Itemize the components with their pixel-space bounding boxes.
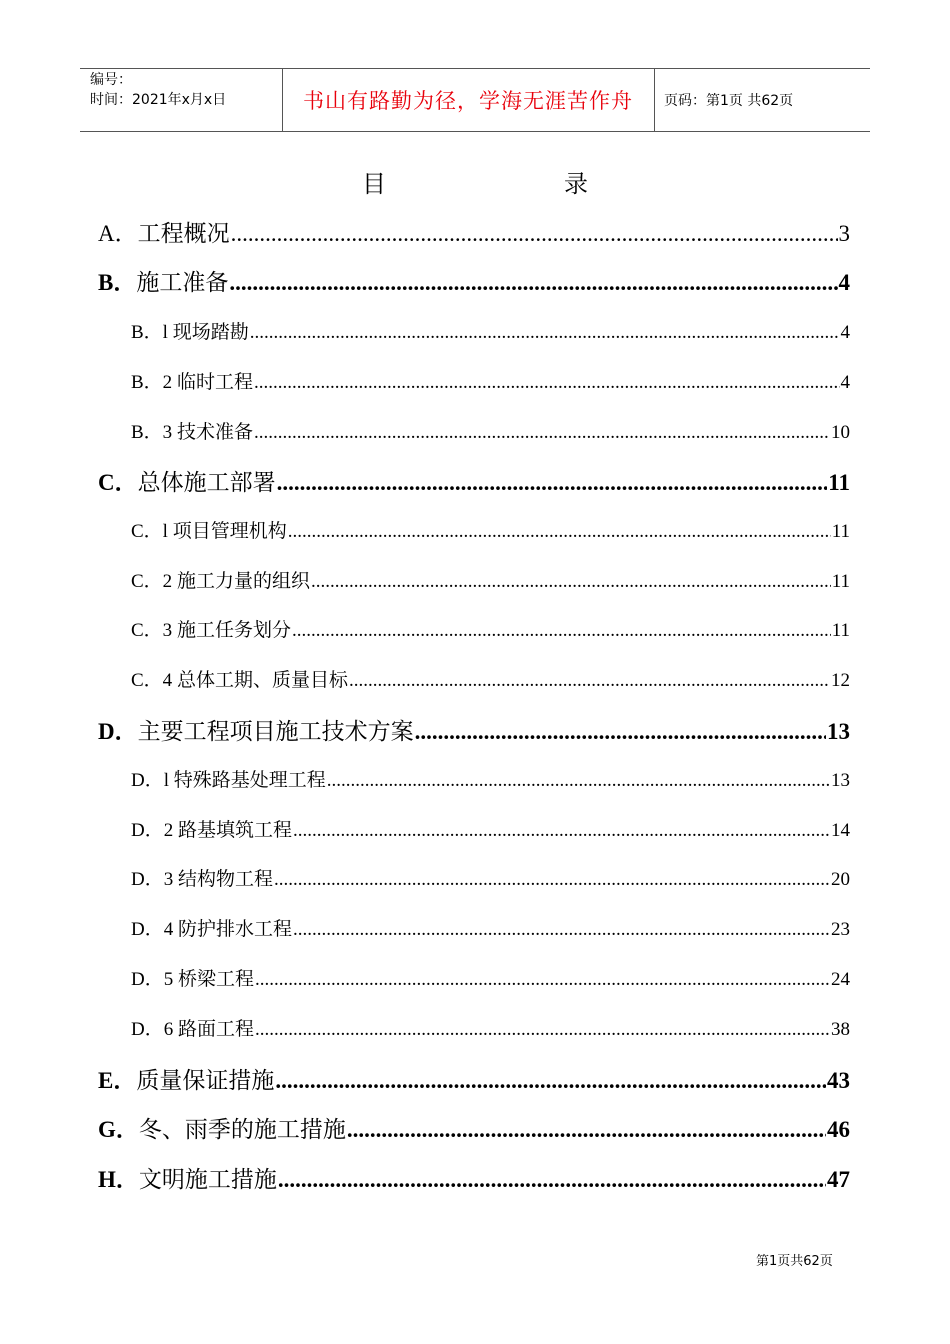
toc-label xyxy=(131,516,287,543)
toc-page-number: 13 xyxy=(831,770,850,791)
toc-text: 技术准备 xyxy=(176,421,253,443)
toc-letter: D．6 xyxy=(131,1019,178,1040)
header-meta-cell xyxy=(80,69,283,131)
toc-leader xyxy=(327,770,830,792)
toc-title-left-char: 目 xyxy=(362,170,386,198)
toc-letter: C．3 xyxy=(131,620,177,641)
toc-letter: D．l xyxy=(131,770,174,791)
toc-page-number: 23 xyxy=(831,919,850,940)
toc-letter: D． xyxy=(98,719,138,744)
toc-letter: H． xyxy=(98,1167,139,1192)
toc-text: 文明施工措施 xyxy=(138,1167,277,1193)
toc-label xyxy=(131,665,348,692)
toc-page-number: 14 xyxy=(831,820,850,841)
toc-leader xyxy=(347,1117,826,1143)
toc-letter: C． xyxy=(98,470,138,495)
toc-letter: G． xyxy=(98,1117,139,1142)
toc-label xyxy=(98,464,276,497)
toc-leader xyxy=(275,1068,826,1094)
toc-letter: C．2 xyxy=(131,571,177,592)
toc-entry-c1[interactable] xyxy=(131,516,850,543)
toc-page-number: 13 xyxy=(827,719,850,744)
toc-leader xyxy=(254,422,830,444)
toc-text: 总体工期、质量目标 xyxy=(176,669,348,691)
toc-title xyxy=(0,164,950,198)
toc-page-number: 20 xyxy=(831,869,850,890)
toc-page-number: 38 xyxy=(831,1019,850,1040)
toc-page-number: 4 xyxy=(840,372,850,393)
toc-page-number: 3 xyxy=(838,221,850,246)
toc-letter: D．4 xyxy=(131,919,178,940)
toc-leader xyxy=(254,372,840,394)
toc-label xyxy=(131,615,291,642)
toc-entry-d4[interactable] xyxy=(131,914,850,941)
toc-label xyxy=(98,1111,346,1144)
header-motto: 书山有路勤为径，学海无涯苦作舟 xyxy=(282,69,655,131)
toc-letter: B．2 xyxy=(131,372,177,393)
toc-label xyxy=(131,317,249,344)
toc-entry-e[interactable] xyxy=(98,1062,850,1095)
toc-leader xyxy=(277,470,828,496)
toc-entry-h[interactable] xyxy=(98,1161,850,1194)
toc-entry-d2[interactable] xyxy=(131,815,850,842)
toc-entry-b1[interactable] xyxy=(131,317,850,344)
toc-letter: E． xyxy=(98,1068,137,1093)
toc-page-number: 11 xyxy=(828,470,850,495)
toc-page-number: 11 xyxy=(831,521,850,542)
toc-entry-a[interactable] xyxy=(98,215,850,248)
toc-text: 特殊路基处理工程 xyxy=(173,769,326,791)
toc-leader xyxy=(255,1019,830,1041)
toc-entry-c3[interactable] xyxy=(131,615,850,642)
toc-page-number: 47 xyxy=(827,1167,850,1192)
toc-label xyxy=(98,215,230,248)
toc-entry-b3[interactable] xyxy=(131,417,850,444)
toc-entry-d3[interactable] xyxy=(131,864,850,891)
toc-letter: C．4 xyxy=(131,670,177,691)
toc-text: 工程概况 xyxy=(137,221,230,247)
toc-page-number: 24 xyxy=(831,969,850,990)
toc-label xyxy=(98,264,228,297)
toc-text: 现场踏勘 xyxy=(172,321,249,343)
toc-leader xyxy=(349,670,830,692)
toc-text: 质量保证措施 xyxy=(136,1068,275,1094)
page-footer: 第1页共62页 xyxy=(756,1254,833,1269)
toc-text: 防护排水工程 xyxy=(177,918,292,940)
toc-leader xyxy=(231,221,838,247)
toc-text: 临时工程 xyxy=(176,371,253,393)
toc-leader xyxy=(293,820,830,842)
toc-page-number: 11 xyxy=(831,620,850,641)
toc-text: 主要工程项目施工技术方案 xyxy=(137,719,414,745)
toc-entry-b[interactable] xyxy=(98,264,850,297)
toc-label xyxy=(131,566,310,593)
toc-leader xyxy=(229,270,837,296)
toc-entry-d6[interactable] xyxy=(131,1014,850,1041)
date-line: 时间：2021年x月x日 xyxy=(90,92,227,108)
toc-leader xyxy=(278,1167,826,1193)
toc-text: 施工力量的组织 xyxy=(176,570,310,592)
toc-entry-d5[interactable] xyxy=(131,964,850,991)
toc-title-right-char: 录 xyxy=(564,170,588,198)
toc-text: 路基填筑工程 xyxy=(177,819,292,841)
toc-page-number: 4 xyxy=(838,270,850,295)
toc-letter: A． xyxy=(98,221,138,246)
toc-label xyxy=(131,914,292,941)
toc-entry-c[interactable] xyxy=(98,464,850,497)
toc-entry-c4[interactable] xyxy=(131,665,850,692)
toc-letter: B． xyxy=(98,270,137,295)
toc-letter: D．2 xyxy=(131,820,178,841)
toc-leader xyxy=(293,919,830,941)
toc-page-number: 12 xyxy=(831,670,850,691)
toc-label xyxy=(131,815,292,842)
toc-text: 施工准备 xyxy=(136,270,229,296)
toc-label xyxy=(131,367,253,394)
toc-page-number: 11 xyxy=(831,571,850,592)
toc-entry-d[interactable] xyxy=(98,713,850,746)
toc-entry-g[interactable] xyxy=(98,1111,850,1144)
toc-text: 项目管理机构 xyxy=(172,520,287,542)
toc-letter: B．3 xyxy=(131,422,177,443)
header-page-info: 页码：第1页 共62页 xyxy=(664,93,794,109)
toc-leader xyxy=(250,322,840,344)
serial-label: 编号： xyxy=(90,72,132,88)
toc-page-number: 46 xyxy=(827,1117,850,1142)
toc-label xyxy=(131,964,254,991)
toc-entry-c2[interactable] xyxy=(131,566,850,593)
toc-label xyxy=(131,1014,254,1041)
toc-text: 桥梁工程 xyxy=(177,968,254,990)
toc-label xyxy=(131,417,253,444)
toc-leader xyxy=(311,571,831,593)
toc-letter: C．l xyxy=(131,521,173,542)
toc-letter: D．3 xyxy=(131,869,178,890)
toc-text: 冬、雨季的施工措施 xyxy=(138,1117,346,1143)
toc-label xyxy=(98,1161,277,1194)
toc-label xyxy=(98,713,414,746)
toc-label xyxy=(131,765,326,792)
toc-leader xyxy=(415,719,826,745)
toc-page-number: 4 xyxy=(840,322,850,343)
toc-text: 总体施工部署 xyxy=(137,470,276,496)
toc-leader xyxy=(292,620,831,642)
document-header xyxy=(80,68,870,132)
toc-label xyxy=(131,864,273,891)
toc-page-number: 10 xyxy=(831,422,850,443)
toc-entry-d1[interactable] xyxy=(131,765,850,792)
toc-label xyxy=(98,1062,274,1095)
toc-letter: D．5 xyxy=(131,969,178,990)
toc-text: 路面工程 xyxy=(177,1018,254,1040)
toc-leader xyxy=(255,969,830,991)
toc-text: 施工任务划分 xyxy=(176,619,291,641)
toc-letter: B．l xyxy=(131,322,173,343)
toc-leader xyxy=(274,869,830,891)
toc-leader xyxy=(288,521,831,543)
toc-page-number: 43 xyxy=(827,1068,850,1093)
toc-entry-b2[interactable] xyxy=(131,367,850,394)
toc-text: 结构物工程 xyxy=(177,868,273,890)
